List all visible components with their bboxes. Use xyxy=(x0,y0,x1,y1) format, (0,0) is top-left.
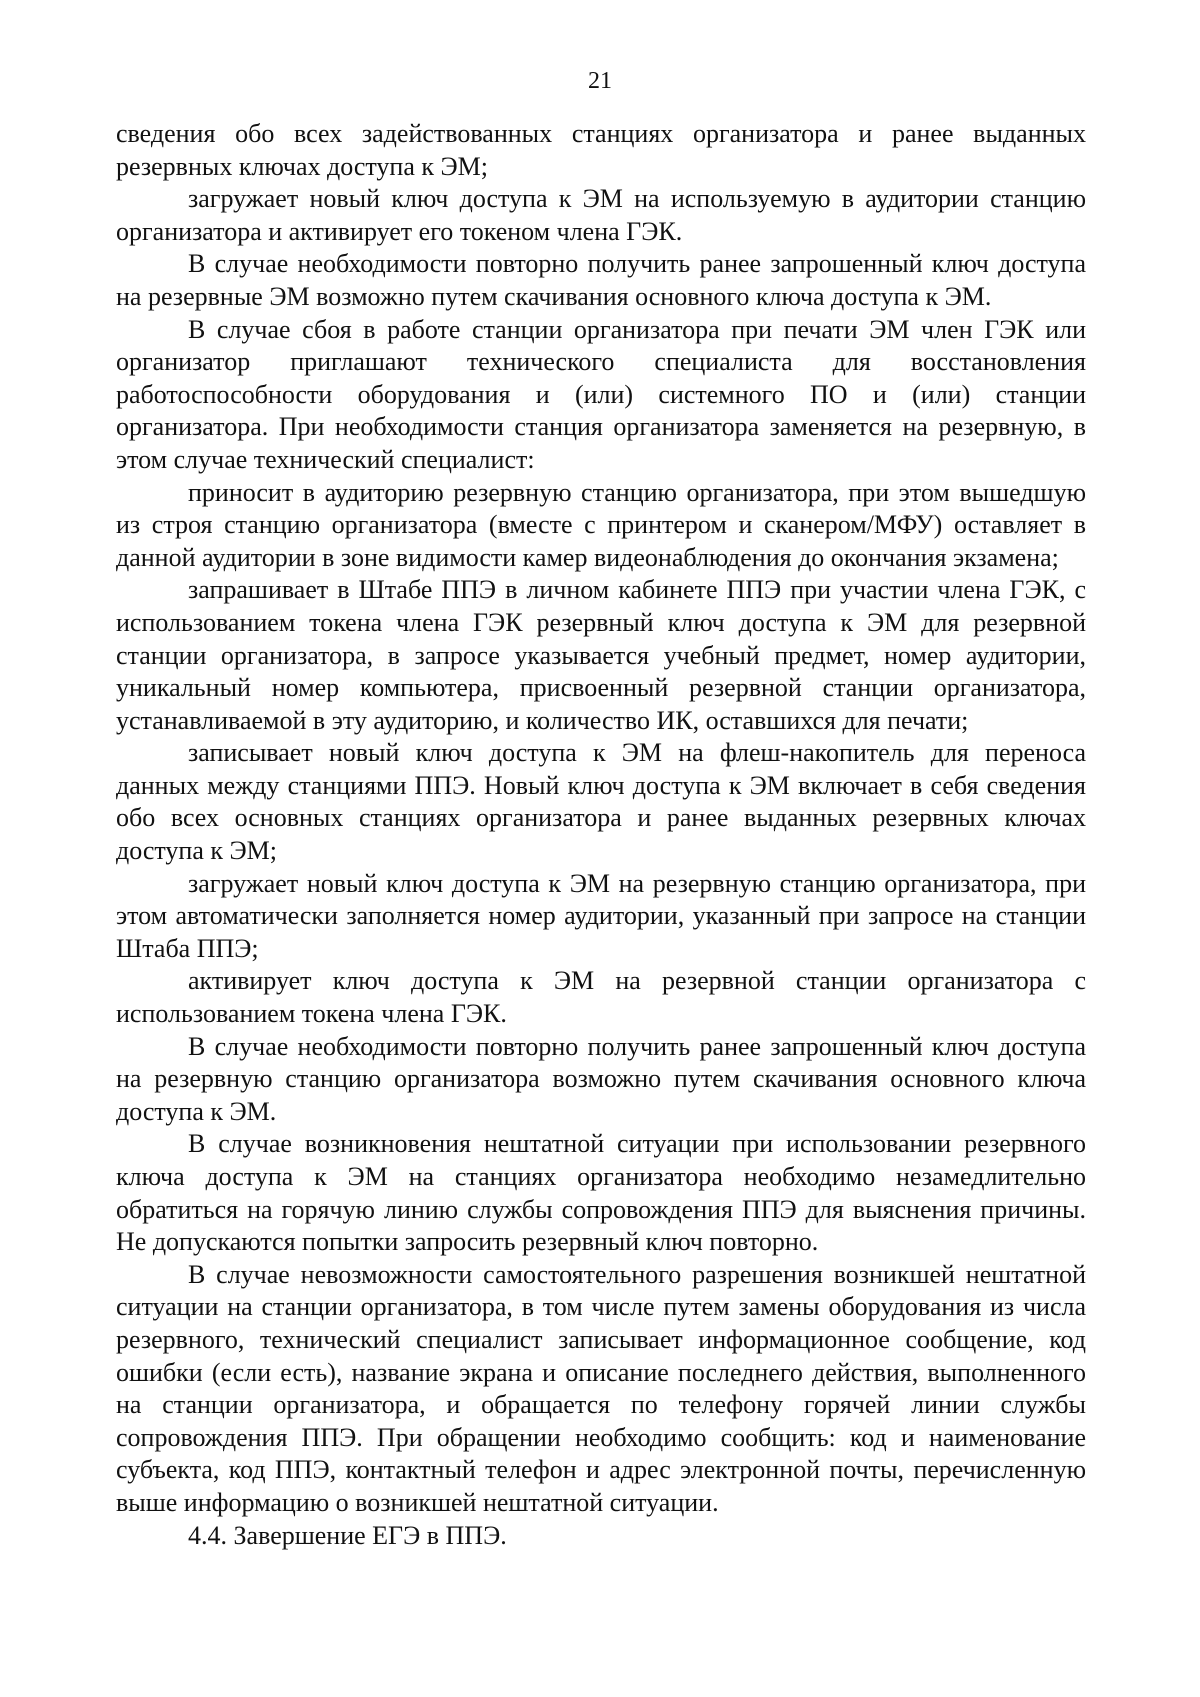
page-number: 21 xyxy=(588,68,612,94)
paragraph-load-key: загружает новый ключ доступа к ЭМ на используемую в аудитории станцию организатора и активирует его токеном члена ГЭК. xyxy=(116,184,1086,246)
paragraph-continuation: сведения обо всех задействованных станциях организатора и ранее выданных резервных ключах доступа к ЭМ; xyxy=(116,119,1086,181)
paragraph-unresolved-situation: В случае невозможности самостоятельного разрешения возникшей нештатной ситуации на станции организатора, в том числе путем замены оборудования из числа резервного, технический специалист записывает информационное сообщение, код ошибки (если есть), название экрана и описание последнего действия, выполненного на станции организатора, и обращается по телефону горячей линии службы сопровождения ППЭ. При обращении необходимо сообщить: код и наименование субъекта, код ППЭ, контактный телефон и адрес электронной почты, перечисленную выше информацию о возникшей нештатной ситуации. xyxy=(116,1259,1086,1517)
paragraph-repeat-request-station: В случае необходимости повторно получить ранее запрошенный ключ доступа на резервную станцию организатора возможно путем скачивания основного ключа доступа к ЭМ. xyxy=(116,1031,1086,1126)
paragraph-load-key-reserve: загружает новый ключ доступа к ЭМ на резервную станцию организатора, при этом автоматически заполняется номер аудитории, указанный при запросе на станции Штаба ППЭ; xyxy=(116,868,1086,963)
document-body xyxy=(116,118,1086,1552)
section-heading-4-4: 4.4. Завершение ЕГЭ в ППЭ. xyxy=(188,1520,507,1550)
paragraph-repeat-request-em: В случае необходимости повторно получить ранее запрошенный ключ доступа на резервные ЭМ возможно путем скачивания основного ключа доступа к ЭМ. xyxy=(116,249,1086,311)
paragraph-activate-key: активирует ключ доступа к ЭМ на резервной станции организатора с использованием токена члена ГЭК. xyxy=(116,966,1086,1029)
paragraph-bring-reserve-station: приносит в аудиторию резервную станцию организатора, при этом вышедшую из строя станцию организатора (вместе с принтером и сканером/МФУ) оставляет в данной аудитории в зоне видимости камер видеонаблюдения до окончания экзамена; xyxy=(116,477,1086,572)
paragraph-request-reserve-key: запрашивает в Штабе ППЭ в личном кабинете ППЭ при участии члена ГЭК, с использованием токена члена ГЭК резервный ключ доступа к ЭМ для резервной станции организатора, в запросе указывается учебный предмет, номер аудитории, уникальный номер компьютера, присвоенный резервной станции организатора, устанавливаемой в эту аудиторию, и количество ИК, оставшихся для печати; xyxy=(116,575,1086,735)
paragraph-station-failure: В случае сбоя в работе станции организатора при печати ЭМ член ГЭК или организатор приглашают технического специалиста для восстановления работоспособности оборудования и (или) системного ПО и (или) станции организатора. При необходимости станция организатора заменяется на резервную, в этом случае технический специалист: xyxy=(116,314,1086,474)
paragraph-emergency-hotline: В случае возникновения нештатной ситуации при использовании резервного ключа доступа к ЭМ на станциях организатора необходимо незамедлительно обратиться на горячую линию службы сопровождения ППЭ для выяснения причины. Не допускаются попытки запросить резервный ключ повторно. xyxy=(116,1129,1086,1257)
paragraph-write-key-flash: записывает новый ключ доступа к ЭМ на флеш-накопитель для переноса данных между станциями ППЭ. Новый ключ доступа к ЭМ включает в себя сведения обо всех основных станциях организатора и ранее выданных резервных ключах доступа к ЭМ; xyxy=(116,738,1086,866)
